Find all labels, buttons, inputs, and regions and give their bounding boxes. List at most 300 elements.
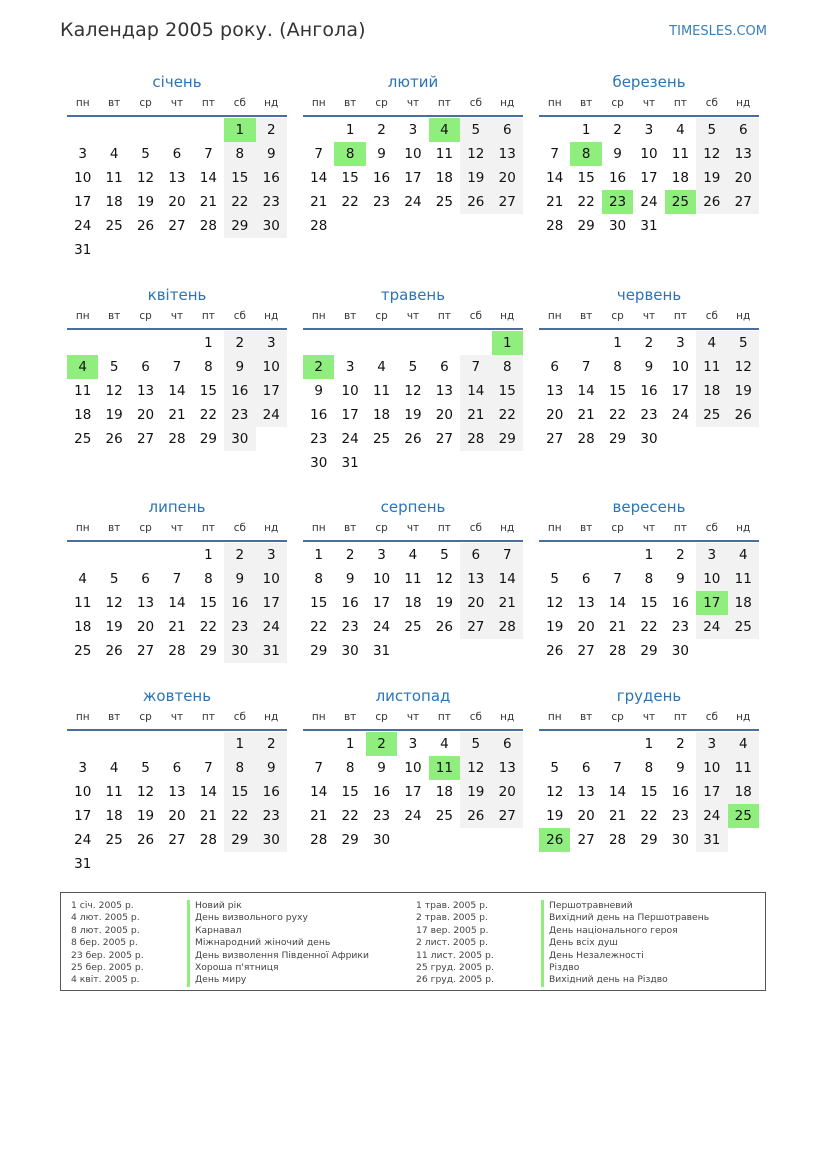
weekday-label: ср <box>139 711 152 723</box>
day-cell: 8 <box>613 359 622 375</box>
empty-cell <box>366 331 397 355</box>
day-cell: 6 <box>460 543 491 567</box>
day-cell: 2 <box>224 331 255 355</box>
day-cell: 19 <box>404 407 422 423</box>
weekday-label: пт <box>673 310 687 322</box>
day-cell: 24 <box>696 615 727 639</box>
day-cell: 6 <box>141 571 150 587</box>
day-cell: 14 <box>608 595 627 611</box>
day-cell: 25 <box>404 619 422 635</box>
day-cell: 12 <box>546 595 564 611</box>
legend-holiday-name: День визвольного руху <box>187 912 369 924</box>
weekday-label: пн <box>311 97 326 109</box>
day-cell: 24 <box>671 407 689 423</box>
day-cell: 6 <box>581 760 591 776</box>
day-cell: 5 <box>440 547 449 563</box>
day-cell: 20 <box>168 808 186 824</box>
legend-date: 8 бер. 2005 р. <box>71 937 138 949</box>
day-cell: 6 <box>581 571 591 587</box>
days-grid <box>67 118 287 262</box>
day-cell: 25 <box>74 643 92 659</box>
day-cell: 7 <box>314 760 323 776</box>
day-cell: 8 <box>224 142 255 166</box>
day-cell: 28 <box>310 832 328 848</box>
day-cell: 10 <box>341 383 359 399</box>
legend-date: 25 груд. 2005 р. <box>416 961 494 973</box>
days-grid <box>67 543 287 663</box>
legend-date: 2 лист. 2005 р. <box>416 937 488 949</box>
month-name: квітень <box>147 286 207 304</box>
day-cell: 15 <box>640 784 658 800</box>
day-cell: 16 <box>310 407 328 423</box>
day-cell: 28 <box>199 832 217 848</box>
day-cell: 12 <box>546 784 564 800</box>
day-cell: 15 <box>608 383 627 399</box>
month-block <box>539 284 759 451</box>
day-cell: 9 <box>377 146 386 162</box>
day-cell: 7 <box>204 760 213 776</box>
day-cell: 28 <box>310 218 328 234</box>
day-cell: 16 <box>640 383 658 399</box>
day-cell: 15 <box>310 595 328 611</box>
day-cell: 4 <box>78 571 87 587</box>
weekday-label: вт <box>107 97 121 109</box>
weekday-label: вт <box>343 310 357 322</box>
day-cell: 15 <box>224 166 255 190</box>
day-cell: 19 <box>460 780 491 804</box>
day-cell: 17 <box>74 194 92 210</box>
weekday-label: вт <box>579 97 593 109</box>
day-cell: 19 <box>546 619 564 635</box>
weekday-label: ср <box>139 97 152 109</box>
day-cell: 1 <box>345 736 355 752</box>
day-cell: 3 <box>408 122 418 138</box>
day-cell: 26 <box>546 643 564 659</box>
day-cell: 16 <box>256 780 287 804</box>
day-cell: 18 <box>696 379 727 403</box>
weekday-label: вт <box>579 522 593 534</box>
day-cell: 20 <box>577 619 595 635</box>
weekday-label: пт <box>437 711 451 723</box>
weekday-label: ср <box>375 522 388 534</box>
legend-date: 4 лют. 2005 р. <box>71 912 140 924</box>
day-cell: 27 <box>577 832 595 848</box>
day-cell: 12 <box>460 142 491 166</box>
day-cell: 15 <box>224 780 255 804</box>
day-cell: 3 <box>644 122 654 138</box>
day-cell: 11 <box>372 383 391 399</box>
weekday-label: сб <box>233 97 246 109</box>
weekday-header <box>303 93 523 117</box>
weekday-label: сб <box>469 711 482 723</box>
day-cell: 14 <box>310 784 328 800</box>
day-cell: 10 <box>640 146 658 162</box>
empty-cell <box>98 543 129 567</box>
day-cell: 6 <box>492 732 523 756</box>
day-cell: 7 <box>581 359 591 375</box>
day-cell: 13 <box>546 383 564 399</box>
empty-cell <box>98 331 129 355</box>
day-cell: 7 <box>204 146 213 162</box>
weekday-label: ср <box>375 97 388 109</box>
days-grid <box>303 118 523 238</box>
day-cell: 29 <box>224 214 255 238</box>
day-cell: 28 <box>199 218 217 234</box>
empty-cell <box>429 331 460 355</box>
day-cell: 14 <box>199 784 217 800</box>
day-cell: 1 <box>224 732 255 756</box>
day-cell: 7 <box>613 760 622 776</box>
day-cell: 5 <box>696 118 727 142</box>
legend-date: 4 квіт. 2005 р. <box>71 974 140 986</box>
day-cell: 22 <box>224 190 255 214</box>
day-cell: 13 <box>577 595 595 611</box>
month-block <box>539 71 759 238</box>
day-cell: 4 <box>109 146 119 162</box>
weekday-label: чт <box>406 711 420 723</box>
day-cell: 14 <box>199 170 217 186</box>
day-cell: 28 <box>608 643 627 659</box>
day-cell: 3 <box>256 543 287 567</box>
month-block <box>539 685 759 852</box>
day-cell: 28 <box>492 615 523 639</box>
day-cell: 2 <box>676 547 685 563</box>
day-cell: 11 <box>404 571 422 587</box>
day-cell: 11 <box>671 146 689 162</box>
weekday-label: ср <box>375 711 388 723</box>
day-cell: 1 <box>204 335 213 351</box>
day-cell: 14 <box>577 383 595 399</box>
day-cell: 5 <box>408 359 418 375</box>
legend-holiday-name: День Незалежності <box>541 950 709 962</box>
day-cell: 3 <box>345 359 355 375</box>
day-cell: 21 <box>608 808 627 824</box>
month-name: березень <box>612 73 686 91</box>
day-cell: 20 <box>546 407 564 423</box>
day-cell: 9 <box>256 756 287 780</box>
day-cell: 15 <box>341 784 359 800</box>
day-cell: 19 <box>435 595 453 611</box>
day-cell: 3 <box>676 335 685 351</box>
day-cell: 13 <box>168 784 186 800</box>
month-block <box>303 71 523 238</box>
day-cell: 3 <box>256 331 287 355</box>
day-cell: 21 <box>310 808 328 824</box>
empty-cell <box>67 543 98 567</box>
day-cell: 22 <box>341 808 359 824</box>
day-cell: 27 <box>168 218 186 234</box>
day-cell: 12 <box>696 142 727 166</box>
day-cell: 13 <box>728 142 759 166</box>
day-cell: 26 <box>105 431 123 447</box>
day-cell: 17 <box>256 379 287 403</box>
weekday-label: чт <box>170 711 184 723</box>
weekday-label: чт <box>406 522 420 534</box>
day-cell: 9 <box>676 571 685 587</box>
day-cell: 24 <box>256 403 287 427</box>
day-cell: 21 <box>310 194 328 210</box>
month-name: червень <box>616 286 682 304</box>
day-cell: 23 <box>372 808 391 824</box>
day-cell: 24 <box>74 832 92 848</box>
legend-holiday-name: День миру <box>187 974 369 986</box>
day-cell: 3 <box>408 736 418 752</box>
legend-date: 23 бер. 2005 р. <box>71 949 144 961</box>
day-cell: 22 <box>492 403 523 427</box>
day-cell: 28 <box>168 431 186 447</box>
day-cell: 23 <box>341 619 359 635</box>
days-grid <box>303 331 523 475</box>
day-cell: 5 <box>460 118 491 142</box>
day-cell: 14 <box>546 170 564 186</box>
weekday-label: вт <box>343 97 357 109</box>
empty-cell <box>67 331 98 355</box>
day-cell: 24 <box>696 804 727 828</box>
day-cell: 5 <box>109 571 119 587</box>
weekday-header <box>303 707 523 731</box>
legend-right-dates <box>416 900 494 987</box>
day-cell: 12 <box>105 595 123 611</box>
day-cell: 9 <box>224 567 255 591</box>
day-cell: 27 <box>435 431 453 447</box>
weekday-label: пн <box>311 522 326 534</box>
day-cell: 9 <box>256 142 287 166</box>
empty-cell <box>161 331 192 355</box>
day-cell: 22 <box>224 804 255 828</box>
day-cell: 7 <box>492 543 523 567</box>
day-cell: 4 <box>109 760 119 776</box>
day-cell: 22 <box>310 619 328 635</box>
day-cell: 11 <box>696 355 727 379</box>
month-name: січень <box>152 73 202 91</box>
day-cell: 7 <box>172 359 182 375</box>
day-cell: 17 <box>640 170 658 186</box>
day-cell: 31 <box>256 639 287 663</box>
day-cell: 28 <box>546 218 564 234</box>
weekday-label: вт <box>107 522 121 534</box>
weekday-label: сб <box>233 310 246 322</box>
weekday-label: пн <box>547 522 562 534</box>
day-cell: 2 <box>256 118 287 142</box>
day-cell: 25 <box>372 431 391 447</box>
weekday-label: чт <box>170 310 184 322</box>
holiday-day-cell: 8 <box>334 142 365 166</box>
empty-cell <box>602 543 633 567</box>
holiday-day-cell: 2 <box>366 732 397 756</box>
weekday-header <box>67 93 287 117</box>
day-cell: 15 <box>640 595 658 611</box>
day-cell: 28 <box>608 832 627 848</box>
day-cell: 30 <box>256 214 287 238</box>
day-cell: 22 <box>608 407 627 423</box>
day-cell: 5 <box>550 571 559 587</box>
day-cell: 10 <box>404 146 422 162</box>
empty-cell <box>98 732 129 756</box>
day-cell: 20 <box>435 407 453 423</box>
weekday-header <box>67 707 287 731</box>
weekday-label: нд <box>500 711 515 723</box>
day-cell: 21 <box>546 194 564 210</box>
day-cell: 19 <box>460 166 491 190</box>
day-cell: 28 <box>168 643 186 659</box>
empty-cell <box>602 732 633 756</box>
holiday-day-cell: 1 <box>492 331 523 355</box>
empty-cell <box>130 331 161 355</box>
day-cell: 17 <box>671 383 689 399</box>
legend-date: 2 трав. 2005 р. <box>416 912 488 924</box>
empty-cell <box>539 732 570 756</box>
weekday-label: пн <box>75 97 90 109</box>
weekday-header <box>303 306 523 330</box>
weekday-label: нд <box>264 97 279 109</box>
legend-holiday-name: День національного героя <box>541 925 709 937</box>
day-cell: 25 <box>105 832 123 848</box>
legend-holiday-name: Вихідний день на Різдво <box>541 974 709 986</box>
day-cell: 12 <box>460 756 491 780</box>
day-cell: 22 <box>199 619 217 635</box>
legend-date: 8 лют. 2005 р. <box>71 924 140 936</box>
day-cell: 8 <box>345 760 355 776</box>
day-cell: 18 <box>435 170 453 186</box>
day-cell: 20 <box>577 808 595 824</box>
weekday-header <box>303 518 523 542</box>
day-cell: 21 <box>199 194 217 210</box>
day-cell: 26 <box>105 643 123 659</box>
day-cell: 17 <box>404 784 422 800</box>
day-cell: 3 <box>696 543 727 567</box>
day-cell: 4 <box>696 331 727 355</box>
day-cell: 25 <box>435 194 453 210</box>
weekday-label: нд <box>264 711 279 723</box>
day-cell: 26 <box>136 218 155 234</box>
day-cell: 6 <box>440 359 449 375</box>
day-cell: 23 <box>310 431 328 447</box>
day-cell: 26 <box>728 403 759 427</box>
day-cell: 13 <box>136 383 155 399</box>
day-cell: 27 <box>577 643 595 659</box>
day-cell: 27 <box>136 431 155 447</box>
day-cell: 31 <box>341 455 359 471</box>
month-block <box>67 496 287 663</box>
day-cell: 18 <box>404 595 422 611</box>
day-cell: 8 <box>204 359 213 375</box>
day-cell: 17 <box>404 170 422 186</box>
month-block <box>67 284 287 451</box>
day-cell: 30 <box>256 828 287 852</box>
legend-holiday-name: Міжнародний жіночий день <box>187 937 369 949</box>
day-cell: 13 <box>577 784 595 800</box>
weekday-label: нд <box>736 522 751 534</box>
day-cell: 3 <box>696 732 727 756</box>
day-cell: 9 <box>676 760 685 776</box>
day-cell: 16 <box>256 166 287 190</box>
days-grid <box>67 732 287 876</box>
day-cell: 14 <box>492 567 523 591</box>
day-cell: 7 <box>550 146 559 162</box>
weekday-label: пн <box>75 310 90 322</box>
weekday-label: чт <box>170 522 184 534</box>
day-cell: 4 <box>377 359 386 375</box>
day-cell: 7 <box>460 355 491 379</box>
day-cell: 1 <box>644 736 654 752</box>
day-cell: 20 <box>492 166 523 190</box>
day-cell: 13 <box>136 595 155 611</box>
weekday-label: пт <box>673 97 687 109</box>
day-cell: 11 <box>435 146 453 162</box>
day-cell: 29 <box>199 643 217 659</box>
day-cell: 29 <box>608 431 627 447</box>
weekday-label: чт <box>642 310 656 322</box>
day-cell: 22 <box>640 808 658 824</box>
day-cell: 6 <box>550 359 559 375</box>
day-cell: 6 <box>728 118 759 142</box>
empty-cell <box>303 118 334 142</box>
weekday-label: сб <box>705 310 718 322</box>
day-cell: 27 <box>728 190 759 214</box>
day-cell: 23 <box>671 808 689 824</box>
empty-cell <box>130 543 161 567</box>
weekday-label: сб <box>233 522 246 534</box>
day-cell: 24 <box>341 431 359 447</box>
site-link[interactable]: TIMESLES.COM <box>669 24 767 39</box>
day-cell: 31 <box>74 242 92 258</box>
day-cell: 28 <box>577 431 595 447</box>
day-cell: 21 <box>168 619 186 635</box>
legend-date: 1 січ. 2005 р. <box>71 900 134 911</box>
day-cell: 18 <box>728 780 759 804</box>
day-cell: 16 <box>608 170 627 186</box>
day-cell: 12 <box>728 355 759 379</box>
legend-right-names <box>541 900 709 987</box>
month-name: грудень <box>616 687 682 705</box>
day-cell: 24 <box>640 194 658 210</box>
day-cell: 30 <box>310 455 328 471</box>
day-cell: 9 <box>644 359 654 375</box>
weekday-label: чт <box>170 97 184 109</box>
days-grid <box>539 732 759 852</box>
holiday-day-cell: 17 <box>696 591 727 615</box>
day-cell: 11 <box>728 756 759 780</box>
weekday-label: ср <box>139 522 152 534</box>
day-cell: 1 <box>204 547 213 563</box>
weekday-label: ср <box>139 310 152 322</box>
day-cell: 10 <box>74 170 92 186</box>
day-cell: 18 <box>435 784 453 800</box>
day-cell: 2 <box>377 122 386 138</box>
weekday-label: пн <box>547 310 562 322</box>
holiday-legend <box>60 892 766 991</box>
day-cell: 23 <box>372 194 391 210</box>
day-cell: 24 <box>404 194 422 210</box>
empty-cell <box>130 118 161 142</box>
day-cell: 7 <box>314 146 323 162</box>
day-cell: 30 <box>224 427 255 451</box>
empty-cell <box>334 331 365 355</box>
legend-holiday-name: Першотравневий <box>541 900 709 912</box>
month-name: жовтень <box>142 687 212 705</box>
holiday-day-cell: 11 <box>429 756 460 780</box>
days-grid <box>67 331 287 451</box>
day-cell: 10 <box>404 760 422 776</box>
day-cell: 24 <box>74 218 92 234</box>
day-cell: 10 <box>256 355 287 379</box>
day-cell: 4 <box>676 122 685 138</box>
weekday-label: пт <box>201 310 215 322</box>
day-cell: 4 <box>440 736 449 752</box>
empty-cell <box>539 331 570 355</box>
weekday-header <box>67 518 287 542</box>
empty-cell <box>303 331 334 355</box>
